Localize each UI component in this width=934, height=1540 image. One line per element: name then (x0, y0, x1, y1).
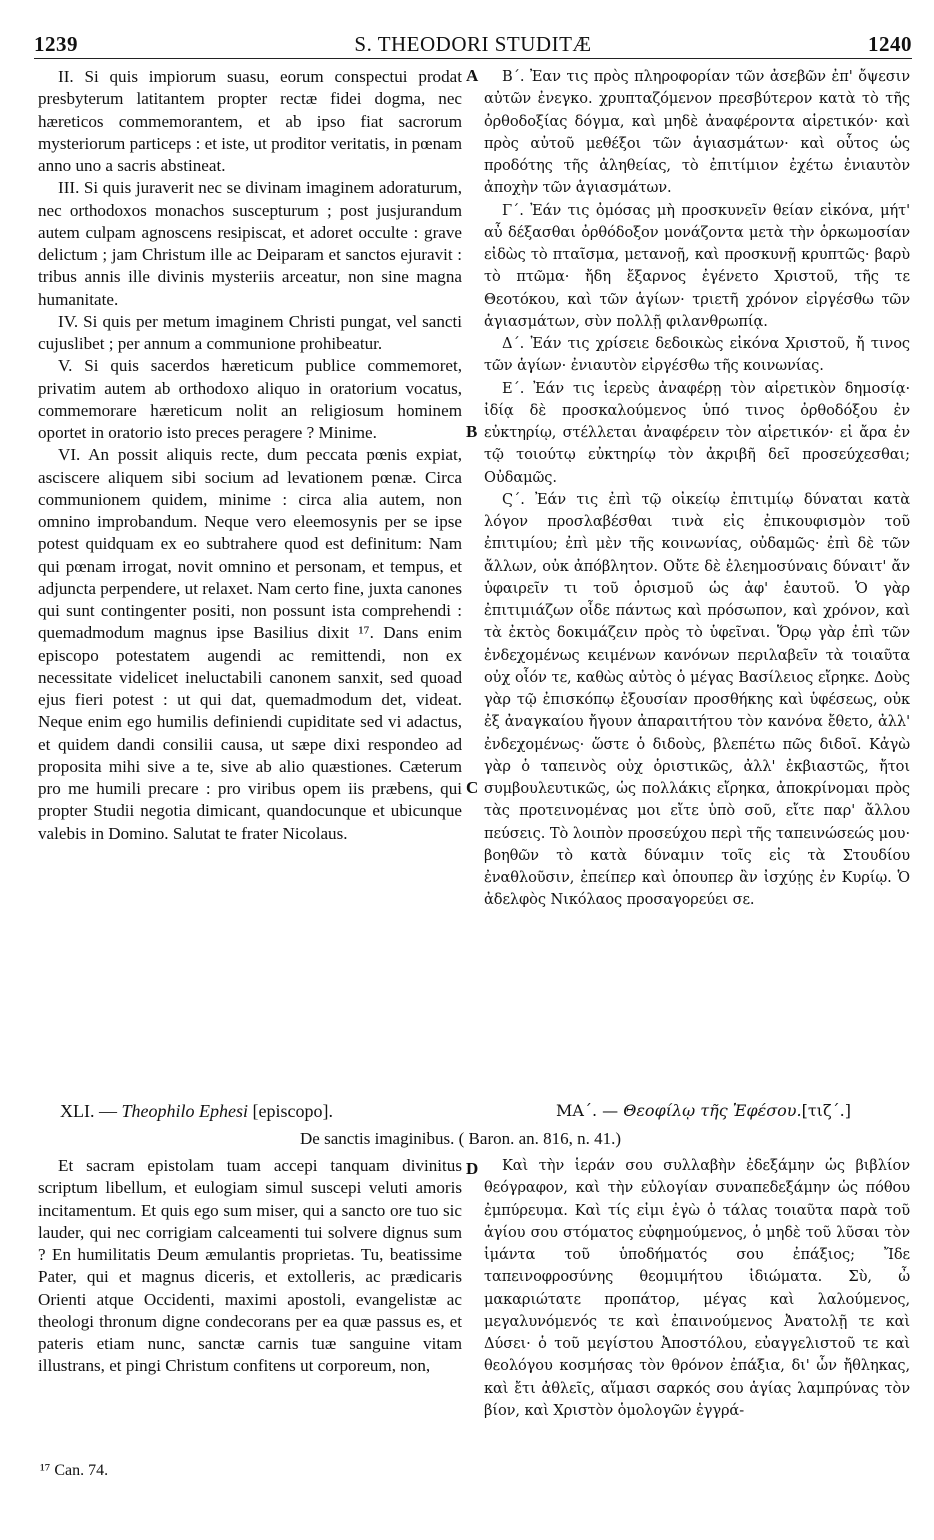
running-title: S. THEODORI STUDITÆ (354, 32, 592, 56)
letter-number: XLI. — (60, 1101, 122, 1121)
latin-paragraph: VI. An possit aliquis recte, dum peccata pœnis expiat, asciscere aliquem sibi socium ad levationem pœnæ. Circa communionem quidem, minime : circa alia autem, non omnino improbandum. Neque vero eleemosynis per se ipse potest quidquam ex eo subtrahere quod est definitum: Nam qui pœnam irrogat, novit omnino et personam, et tempus, et adjuncta perpendere, ut relaxet. Nam certo fine, juxta canones qui sunt contingenter positi, non possunt ista comprehendi : quemadmodum magnus ipse Basilius dixit ¹⁷. Dans enim episcopo potestatem augendi ac remittendi, non ex necessitate videlicet ineluctabili canonem sanxit, sed quoad ejus fieri potest : ut qui dat, quemadmodum det, videat. Neque enim ego humilis definiendi cupiditate sed vi adactus, et quidem dandi consilii causa, ut sæpe dixi respondeo ad proposita mihi sive a te, sive ab alio quæstiones. Cæterum pro me humili precare : pro viribus opem iis præbens, qui propter Studii negotia dimicant, quandocunque et ubicunque valebis in Domino. Salutat te frater Nicolaus. (38, 445, 462, 843)
page-number-right: 1240 (868, 32, 912, 56)
letter-subject: De sanctis imaginibus. ( Baron. an. 816, n. 41.) (300, 1129, 622, 1148)
page-number-left: 1239 (34, 32, 78, 56)
greek-column-lower (484, 1155, 910, 1445)
letter-addressee: Theophilo Ephesi (121, 1101, 248, 1121)
letter-bracket: [episcopo]. (248, 1101, 333, 1121)
letter-bracket: [τιζ΄.] (801, 1101, 851, 1120)
letter-heading-greek (556, 1101, 851, 1120)
greek-paragraph: Ϛ΄. Ἐάν τις ἐπὶ τῷ οἰκείῳ ἐπιτιμίῳ δύναται κατὰ λόγον προσλαβέσθαι τινὰ εἰς ἐπικουφισμὸν τοῦ ἐπιτιμίου; ἐπὶ μὲν τῆς κοινωνίας, οὐδαμῶς· ἐπὶ δὲ τῶν ἄλλων, οὐκ ἀπόβλητον. Οὔτε δὲ ἐλεημοσύναις δύναιτ' ἄν ὑφαιρεῖν τι τοῦ ὁρισμοῦ ὡς ἀφ' ἑαυτοῦ. Ὁ γὰρ ἐπιτιμιάζων οἶδε πάντως καὶ πρόσωπον, καὶ χρόνον, καὶ τὰ ἐκτὸς δοκιμάζειν πρὸς τὸ ὑφεῖναι. Ὅρῳ γὰρ ἐπὶ τῶν ἐνδεχομένως κειμένων κανόνων περιλαβεῖν τὰ τοιαῦτα οὐχ οἷόν τε, καθὼς αὐτὸς ὁ μέγας Βασίλειος εἴρηκε. Δοὺς γὰρ τῷ ἐπισκόπῳ ἐξουσίαν προσθήκης καὶ ὑφέσεως, οὐκ ἐξ ἀναγκαίου ἤγουν ἀπαραιτήτου τὸν κανόνα ἔθετο, ἀλλ' ἐνδεχομένως· ὥστε ὁ διδοὺς, βλεπέτω πῶς διδοῖ. Κἀγὼ γὰρ ὁ ταπεινὸς οὐχ ὁριστικῶς, ἀλλ' ἐκβιαστῶς, ἤτοι συμβουλευτικῶς, ὡς πολλάκις εἴρηκα, ἀποκρίνομαι πρὸς τὰς προτεινομένας μοι εἴτε ὑπὸ σοῦ, εἴτε παρ' ἄλλου πεύσεις. Τὸ λοιπὸν προσεύχου περὶ τῆς ταπεινώσεώς μου· βοηθῶν τὸ κατὰ δύναμιν τοῖς εἰς τὰ Στουδίου ἐναθλοῦσιν, ἐπείπερ καὶ ὁπουπερ ἂν ἰσχύῃς ἐν Κυρίῳ. Ὁ ἀδελφὸς Νικόλαος προσαγορεύει σε. (484, 490, 910, 909)
greek-letter-text: Καὶ τὴν ἱεράν σου συλλαβὴν ἐδεξάμην ὡς βιβλίον θεόγραφον, καὶ τὴν εὐλογίαν συναπεδεξάμην ὡς πόθου ἐμπύρευμα. Καὶ τίς εἰμι ἐγὼ ὁ τάλας τοιαῦτα παρὰ τοῦ ἁγίου σου στόματος εὐφημούμενος, ὁ μηδὲ τοῦ λῦσαι τὸν ἱμάντα τοῦ ὑποδήματός σου ἐπάξιος; Ἴδε ταπεινοφροσύνης θεομιμήτου ἰδιώματα. Σὺ, ὦ μακαριώτατε προπάτορ, μέγας καὶ λαλούμενος, μεγαλυνόμενός τε καὶ ἐπαινούμενος Ἀνατολῇ τε καὶ Δύσει· ὁ τοῦ μεγίστου Ἀποστόλου, εὐαγγελιστοῦ τε καὶ θεολόγου κοσμήσας τὸν θρόνον ἐπάξια, δι' ὧν ἤθληκας, καὶ ἔτι ἀθλεῖς, αἵμασι σαρκός σου ἁγίας λαμπρύνας τὸν βίον, καὶ Χριστὸν ὁμολογῶν ἐγγρά- (484, 1157, 910, 1419)
latin-letter-text: Et sacram epistolam tuam accepi tanquam divinitus scriptum libellum, et eulogiam simul suscepi veluti amoris incitamentum. Et quis ego sum miser, qui a sancto ore tuo sic lauder, qui nec corrigiam calceamenti tui solvere dignus sum ? En humilitatis Deum æmulantis proprietas. Tu, beatissime Pater, qui et magnus diceris, et extolleris, ac prædicaris Orienti atque Occidenti, maximi apostoli, evangelistæ ac theologi thronum digne condecorans per ea quæ passus es, et pateris etiam nunc, sanctæ carnis tuæ sanguine vitam illustrans, et pingi Christum confitens ut corporeum, non, (38, 1156, 462, 1376)
latin-paragraph: IV. Si quis per metum imaginem Christi pungat, vel sancti cujuslibet ; per annum a communione prohibeatur. (38, 311, 462, 353)
greek-paragraph: Δ΄. Ἐάν τις χρίσειε δεδοικὼς εἰκόνα Χριστοῦ, ἤ τινος τῶν ἁγίων· ἐνιαυτὸν εἰργέσθω τῆς κοινωνίας. (484, 335, 910, 375)
margin-marker-b: B (466, 422, 478, 441)
margin-marker-a: A (466, 66, 479, 85)
latin-column-lower (38, 1155, 462, 1445)
running-header (34, 28, 912, 59)
greek-paragraph: Β΄. Ἐαν τις πρὸς πληροφορίαν τῶν ἀσεβῶν ἐπ' ὄψεσιν αὐτῶν ἐνεγκο. χρυπταζόμενον πρεσβύτερον κατὰ τὸ τῆς ὀρθοδοξίας δόγμα, καὶ μηδὲ ἀναφέροντα αἱρετικόν· καὶ πρὸς αὐτοῦ μεθέξοι τῶν ἁγιασμάτων· καὶ οὗτος ὡς προδότης τῆς ἀληθείας, τὸ ἐπιτίμιον ἐχέτω ἐνιαυτὸν ἀποχὴν τῶν ἁγιασμάτων. (484, 68, 910, 197)
letter-heading-latin (60, 1101, 333, 1122)
latin-paragraph: II. Si quis impiorum suasu, eorum conspectui prodat presbyterum latitantem propter rectæ fidei dogma, nec hæreticos commemorantem, et ab ipso fiat sacrorum mysteriorum particeps : et iste, ut proditor veritatis, in pœnam anno uno a sacris abstineat. (38, 67, 462, 175)
greek-paragraph: Ε΄. Ἐάν τις ἱερεὺς ἀναφέρῃ τὸν αἱρετικὸν δημοσίᾳ· ἰδίᾳ δὲ προσκαλούμενος ὑπό τινος ὀρθοδόξου ἐν εὐκτηρίῳ, στέλλεται ἀναφέρειν τὸν αἱρετικόν· εἰ ἄρα ἐν τῷ τοιούτῳ εὐκτηρίῳ τὸν ἀκριβῆ δεῖ προσεύχεσθαι; Οὐδαμῶς. (484, 379, 910, 486)
letter-number: ΜΑ΄. — (556, 1101, 624, 1120)
letter-addressee: Θεοφίλῳ τῆς Ἐφέσου. (623, 1101, 802, 1120)
latin-column-upper (38, 66, 462, 1111)
greek-paragraph: Γ΄. Ἐάν τις ὀμόσας μὴ προσκυνεῖν θείαν εἰκόνα, μήτ' αὖ δέξασθαι ὀρθόδοξον μονάζοντα μετὰ τὴν ὁρκωμοσίαν εἰδὼς τὸ πταῖσμα, μετανοῇ, καὶ προσκυνῇ κρυπτῶς· βαρὺ τὸ πτῶμα· ἤδη ἔξαρνος ἐγένετο Χριστοῦ, τῆς τε Θεοτόκου, καὶ τῶν ἁγίων· τριετῆ χρόνον εἰργέσθω τῶν ἁγιασμάτων, σὺν πολλῇ φιλανθρωπίᾳ. (484, 201, 910, 330)
latin-paragraph: III. Si quis juraverit nec se divinam imaginem adoraturum, nec orthodoxos monachos suscepturum ; post jusjurandum autem culpam agnoscens resipiscat, et adoret occulte : grave delictum ; jam Christum ille ac Deiparam et sanctos ejuravit : tribus annis ille divinis mysteriis arceatur, non sine magna humanitate. (38, 178, 462, 309)
greek-column-upper (484, 66, 910, 1111)
margin-marker-d: D (466, 1159, 479, 1178)
footnote: ¹⁷ Can. 74. (40, 1462, 109, 1479)
margin-marker-c: C (466, 778, 479, 797)
latin-paragraph: V. Si quis sacerdos hæreticum publice commemoret, privatim autem ab orthodoxo aliquo in oratorium vocatus, commemorare hæreticum nolit an religiosum hominem oportet in oratorio isto preces peragere ? Minime. (38, 356, 462, 442)
